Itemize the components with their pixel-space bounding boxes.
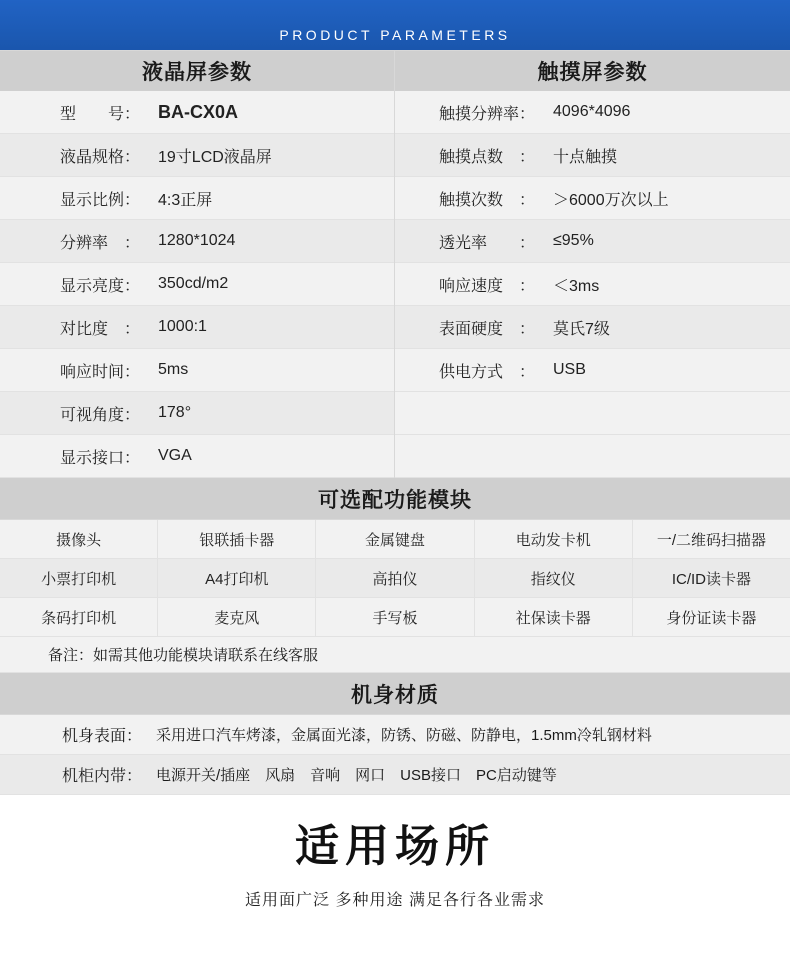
spec-row [395,263,790,306]
spec-row [0,177,394,220]
table-row [0,559,790,598]
spec-label: 液晶规格： [59,148,140,166]
spec-label: 触摸次数 ： [438,191,535,209]
spec-row [0,91,394,134]
module-cell: 小票打印机 [0,559,158,597]
spec-label: 触摸点数 ： [438,148,535,166]
module-cell: IC/ID读卡器 [671,570,751,588]
table-row [0,520,790,559]
spec-label: 响应速度 ： [438,277,535,295]
spec-value: 1280*1024 [158,232,236,249]
spec-row-filler [395,435,790,478]
footer-title: 适用场所 [295,822,495,871]
spec-label: 透光率 ： [438,234,535,252]
table-row [0,598,790,637]
material-table [0,715,790,795]
modules-grid [0,520,790,673]
spec-value: 4096*4096 [553,103,631,120]
module-cell: 身份证读卡器 [666,609,757,627]
spec-row [0,220,394,263]
spec-row [0,392,394,435]
module-cell: 麦克风 [158,598,316,636]
spec-value: 1000:1 [158,318,207,335]
spec-label: 显示亮度： [59,277,140,295]
lcd-panel-header: 液晶屏参数 [0,51,394,91]
touch-panel-header: 触摸屏参数 [395,51,790,91]
material-value: 电源开关/插座 风扇 音响 网口 USB接口 PC启动键等 [156,767,557,784]
spec-value: 350cd/m2 [158,275,229,292]
spec-label: 型 号： [59,105,140,123]
material-label: 机柜内带： [61,768,142,785]
spec-value: 19寸LCD液晶屏 [158,148,272,166]
modules-header: 可选配功能模块 [0,478,790,520]
material-header: 机身材质 [0,673,790,715]
spec-label: 显示接口： [59,449,140,467]
footer-section [0,795,790,910]
spec-row [395,91,790,134]
module-cell: 指纹仪 [475,559,633,597]
module-cell: 手写板 [316,598,474,636]
spec-row [395,306,790,349]
spec-row [0,134,394,177]
spec-value: 5ms [158,361,189,378]
footer-subtitle: 适用面广泛 多种用途 满足各行各业需求 [245,892,545,909]
spec-row-filler [395,392,790,435]
spec-label: 显示比例： [59,191,140,209]
spec-value: VGA [158,447,192,464]
material-value: 采用进口汽车烤漆，金属面光漆，防锈、防磁、防静电，1.5mm冷轧钢材料 [156,727,652,744]
banner-title-en: PRODUCT PARAMETERS [279,27,511,43]
module-cell: 高拍仪 [316,559,474,597]
spec-row [0,349,394,392]
table-row [0,715,790,755]
spec-value: BA-CX0A [158,101,239,122]
spec-row [395,177,790,220]
touch-panel-column [395,51,790,478]
module-cell: 社保读卡器 [475,598,633,636]
module-cell: 金属键盘 [316,520,474,558]
spec-row [0,263,394,306]
spec-value: 莫氏7级 [553,320,610,338]
lcd-panel-column [0,51,395,478]
spec-label: 触摸分辨率： [438,105,535,123]
table-row [0,755,790,795]
modules-note: 备注：如需其他功能模块请联系在线客服 [0,637,790,673]
material-label: 机身表面： [61,728,142,745]
spec-value: ≤95% [553,232,594,249]
spec-value: 十点触摸 [553,148,618,166]
specs-section [0,50,790,478]
spec-value: 4:3正屏 [158,191,213,209]
spec-value: ＜3ms [553,277,600,295]
spec-row [395,349,790,392]
spec-label: 对比度 ： [59,320,140,338]
spec-row [395,220,790,263]
spec-value: USB [553,361,586,378]
module-cell: 电动发卡机 [475,520,633,558]
spec-row [0,306,394,349]
module-cell: 条码打印机 [0,598,158,636]
spec-label: 可视角度： [59,406,140,424]
spec-label: 供电方式 ： [438,363,535,381]
spec-value: ＞6000万次以上 [553,191,669,209]
spec-value: 178° [158,404,192,421]
page-banner [0,0,790,50]
spec-label: 表面硬度 ： [438,320,535,338]
spec-label: 分辨率 ： [59,234,140,252]
spec-row [395,134,790,177]
spec-label: 响应时间： [59,363,140,381]
module-cell: A4打印机 [158,559,316,597]
module-cell: 摄像头 [0,520,158,558]
module-cell: 一/二维码扫描器 [656,531,766,549]
module-cell: 银联插卡器 [158,520,316,558]
spec-row [0,435,394,478]
